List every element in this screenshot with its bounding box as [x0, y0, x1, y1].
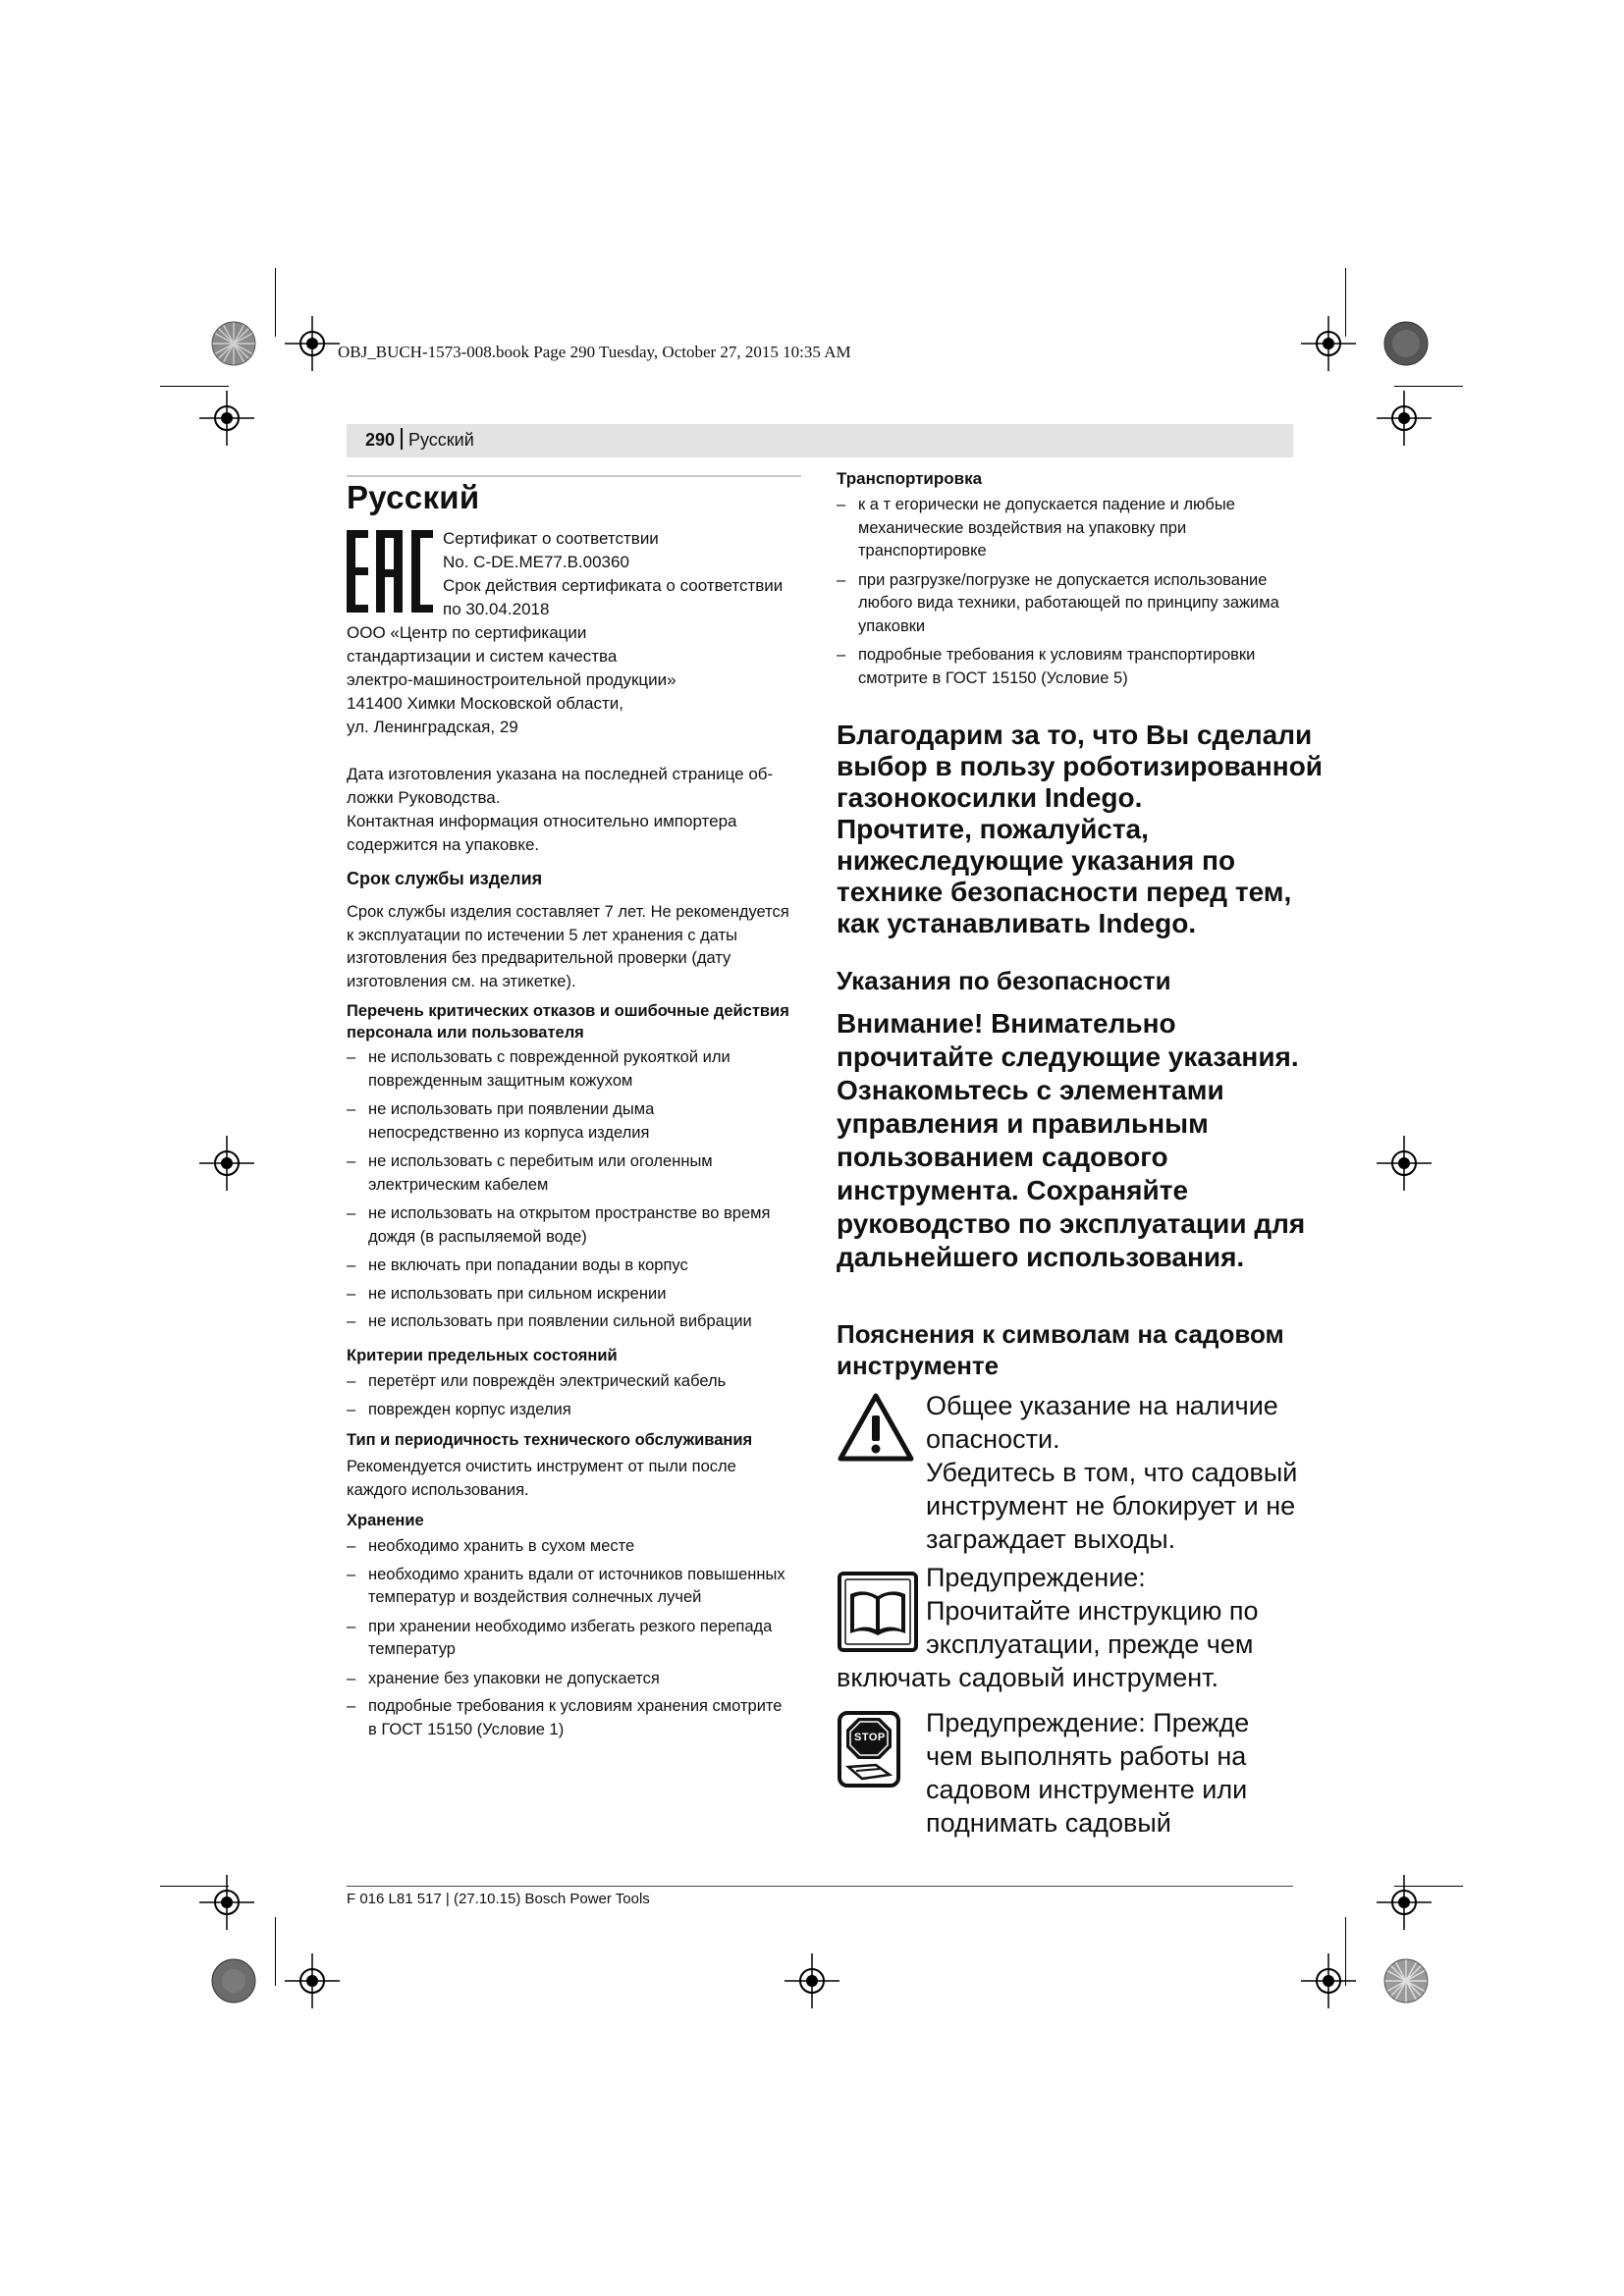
text-line: Убедитесь в том, что садовый — [926, 1458, 1298, 1487]
text-line: механические воздействия на упаковку при — [858, 518, 1187, 537]
color-target-icon — [1382, 320, 1430, 367]
text-line: Общее указание на наличие — [926, 1391, 1278, 1420]
registration-mark-icon — [1301, 1953, 1356, 2008]
list-item — [347, 1399, 818, 1422]
list-item — [347, 1695, 818, 1741]
text-line: инструмента. Сохраняйте — [837, 1175, 1189, 1205]
registration-mark-icon — [199, 1875, 254, 1930]
certification-body — [347, 621, 779, 739]
text-line: – необходимо хранить вдали от источников повышенных — [368, 1565, 785, 1583]
text-line: Внимание! Внимательно — [837, 1008, 1176, 1039]
text-line: изготовления без предварительной проверки (дату — [347, 949, 731, 967]
symbol-manual-text — [926, 1561, 1299, 1661]
text-line: Контактная информация относительно импортера — [347, 812, 737, 830]
symbol-stop-text — [926, 1706, 1299, 1840]
color-target-icon — [1382, 1957, 1430, 2004]
text-line: – не использовать при появлении сильной вибрации — [368, 1312, 752, 1330]
maintenance-text — [347, 1456, 808, 1502]
text-line: к эксплуатации по истечении 5 лет хранения с даты — [347, 926, 737, 944]
text-line: садовом инструменте или — [926, 1775, 1248, 1804]
list-item — [347, 1202, 818, 1249]
text-line: Прочитайте инструкцию по — [926, 1596, 1259, 1626]
text-line: – подробные требования к условиям хранения смотрите — [368, 1697, 783, 1715]
text-line: Предупреждение: Прежде — [926, 1708, 1250, 1737]
certificate-block — [443, 527, 796, 621]
text-line: – не использовать при сильном искрении — [368, 1284, 667, 1303]
list-item — [347, 1370, 818, 1394]
list-item — [347, 1668, 818, 1691]
registration-mark-icon — [785, 1953, 839, 2008]
list-item — [347, 1046, 818, 1093]
text-line: чем выполнять работы на — [926, 1741, 1247, 1771]
list-item — [347, 1310, 818, 1334]
text-line: электрическим кабелем — [368, 1175, 549, 1194]
text-line: Перечень критических отказов и ошибочные действия — [347, 1002, 789, 1020]
transport-heading: Транспортировка — [837, 469, 983, 488]
left-column-rule — [347, 475, 801, 477]
text-line: Ознакомьтесь с элементами — [837, 1075, 1224, 1105]
text-line: 141400 Химки Московской области, — [347, 694, 623, 713]
text-line: непосредственно из корпуса изделия — [368, 1123, 650, 1142]
registration-mark-icon — [1377, 391, 1432, 446]
page-number: 290 — [365, 430, 396, 450]
text-line: руководство по эксплуатации для — [837, 1208, 1306, 1239]
list-item — [347, 1564, 818, 1610]
text-line: – не использовать на открытом пространстве во время — [368, 1204, 771, 1222]
text-line: поднимать садовый — [926, 1808, 1171, 1838]
text-line: технике безопасности перед тем, — [837, 877, 1292, 907]
text-line: инструмент не блокирует и не — [926, 1491, 1296, 1521]
text-line: стандартизации и систем качества — [347, 647, 618, 666]
text-line: Дата изготовления указана на последней странице об- — [347, 765, 774, 783]
footer-text: F 016 L81 517 | (27.10.15) Bosch Power Tools — [347, 1891, 650, 1907]
text-line: управления и правильным — [837, 1108, 1209, 1139]
text-line: температур — [368, 1640, 456, 1658]
text-line: – при хранении необходимо избегать резкого перепада — [368, 1617, 773, 1635]
text-line: – поврежден корпус изделия — [368, 1400, 571, 1418]
text-line: ООО «Центр по сертификации — [347, 623, 587, 642]
stop-sign-label: STOP — [854, 1732, 886, 1743]
list-item — [347, 1150, 818, 1197]
text-line: пользованием садового — [837, 1142, 1168, 1172]
text-line: изготовления см. на этикетке). — [347, 972, 576, 990]
text-line: температур и воздействия солнечных лучей — [368, 1588, 702, 1606]
service-life-text — [347, 901, 808, 993]
color-target-icon — [210, 320, 257, 367]
list-item — [837, 494, 1298, 563]
text-line: инструменте — [837, 1351, 1000, 1380]
text-line: прочитайте следующие указания. — [837, 1041, 1299, 1072]
list-item — [347, 1098, 818, 1145]
text-line: дальнейшего использования. — [837, 1242, 1245, 1272]
text-line: Прочтите, пожалуйста, — [837, 814, 1149, 844]
text-line: в ГОСТ 15150 (Условие 1) — [368, 1720, 565, 1738]
limits-heading: Критерии предельных состояний — [347, 1347, 618, 1364]
registration-mark-icon — [1301, 316, 1356, 371]
limits-list — [347, 1370, 818, 1421]
header-divider — [401, 428, 403, 450]
text-line: персонала или пользователя — [347, 1024, 584, 1041]
text-line: газонокосилки Indego. — [837, 782, 1143, 813]
text-line: Рекомендуется очистить инструмент от пыли после — [347, 1458, 736, 1475]
registration-mark-icon — [1377, 1136, 1432, 1191]
text-line: ложки Руководства. — [347, 788, 501, 807]
print-slug: OBJ_BUCH-1573-008.book Page 290 Tuesday, October 27, 2015 10:35 AM — [338, 343, 851, 361]
read-manual-icon — [837, 1571, 919, 1653]
color-target-icon — [210, 1957, 257, 2004]
text-line: No. C-DE.ME77.B.00360 — [443, 553, 629, 571]
registration-mark-icon — [199, 1136, 254, 1191]
service-life-heading: Срок службы изделия — [347, 869, 543, 888]
list-item — [347, 1255, 818, 1278]
text-line: – не использовать с поврежденной рукояткой или — [368, 1048, 731, 1066]
transport-list — [837, 494, 1298, 690]
text-line: Срок службы изделия составляет 7 лет. Не рекомендуется — [347, 903, 789, 921]
text-line: – к а т егорически не допускается падение и любые — [858, 496, 1235, 513]
text-line: – при разгрузке/погрузке не допускается использование — [858, 570, 1268, 589]
text-line: поврежденным защитным кожухом — [368, 1071, 633, 1090]
registration-mark-icon — [285, 316, 340, 371]
text-line: как устанавливать Indego. — [837, 908, 1197, 938]
maintenance-heading: Тип и периодичность технического обслуживания — [347, 1431, 753, 1449]
text-line: Благодарим за то, что Вы сделали — [837, 720, 1313, 750]
eac-logo — [347, 528, 433, 614]
safety-heading: Указания по безопасности — [837, 966, 1171, 995]
text-line: по 30.04.2018 — [443, 600, 550, 618]
text-line: нижеследующие указания по — [837, 845, 1236, 876]
list-item — [347, 1283, 818, 1307]
text-line: Сертификат о соответствии — [443, 529, 659, 548]
registration-mark-icon — [285, 1953, 340, 2008]
text-line: опасности. — [926, 1424, 1060, 1454]
symbols-heading — [837, 1318, 1284, 1381]
header-language: Русский — [408, 430, 474, 450]
failures-heading — [347, 1000, 818, 1043]
thanks-intro — [837, 720, 1323, 939]
warning-triangle-icon — [837, 1392, 915, 1463]
text-line: каждого использования. — [347, 1480, 529, 1499]
text-line: – не включать при попадании воды в корпус — [368, 1256, 688, 1274]
list-item — [347, 1535, 818, 1559]
text-line: ул. Ленинградская, 29 — [347, 718, 518, 736]
language-title: Русский — [347, 479, 480, 515]
text-line: – не использовать при появлении дыма — [368, 1100, 655, 1118]
text-line: – подробные требования к условиям транспортировки — [858, 646, 1256, 664]
text-line: упаковки — [858, 616, 926, 635]
list-item — [837, 644, 1298, 690]
text-line: транспортировке — [858, 542, 987, 560]
text-line: – необходимо хранить в сухом месте — [368, 1537, 635, 1555]
list-item — [837, 569, 1298, 639]
text-line: дождя (в распыляемой воде) — [368, 1227, 587, 1246]
stop-sign-icon — [837, 1710, 901, 1789]
text-line: Предупреждение: — [926, 1563, 1146, 1592]
running-header — [347, 424, 1293, 457]
text-line: содержится на упаковке. — [347, 835, 540, 854]
text-line: эксплуатации, прежде чем — [926, 1629, 1254, 1659]
symbol-manual-continuation: включать садовый инструмент. — [837, 1663, 1219, 1692]
text-line: – перетёрт или повреждён электрический кабель — [368, 1372, 727, 1390]
failures-list — [347, 1046, 818, 1334]
registration-mark-icon — [199, 391, 254, 446]
text-line: любого вида техники, работающей по принципу зажима — [858, 594, 1279, 612]
attention-block — [837, 1007, 1305, 1274]
registration-mark-icon — [1377, 1875, 1432, 1930]
text-line: – хранение без упаковки не допускается — [368, 1669, 660, 1687]
text-line: электро-машиностроительной продукции» — [347, 670, 677, 689]
text-line: – не использовать с перебитым или оголенным — [368, 1152, 713, 1170]
text-line: Пояснения к символам на садовом — [837, 1319, 1284, 1349]
symbol-warning-text — [926, 1389, 1299, 1556]
text-line: выбор в пользу роботизированной — [837, 751, 1324, 781]
text-line: смотрите в ГОСТ 15150 (Условие 5) — [858, 668, 1128, 687]
text-line: Срок действия сертификата о соответствии — [443, 576, 784, 595]
footer-rule — [347, 1886, 1293, 1887]
storage-heading: Хранение — [347, 1512, 424, 1529]
manufacture-info — [347, 763, 808, 857]
storage-list — [347, 1535, 818, 1741]
list-item — [347, 1616, 818, 1662]
text-line: заграждает выходы. — [926, 1524, 1176, 1554]
